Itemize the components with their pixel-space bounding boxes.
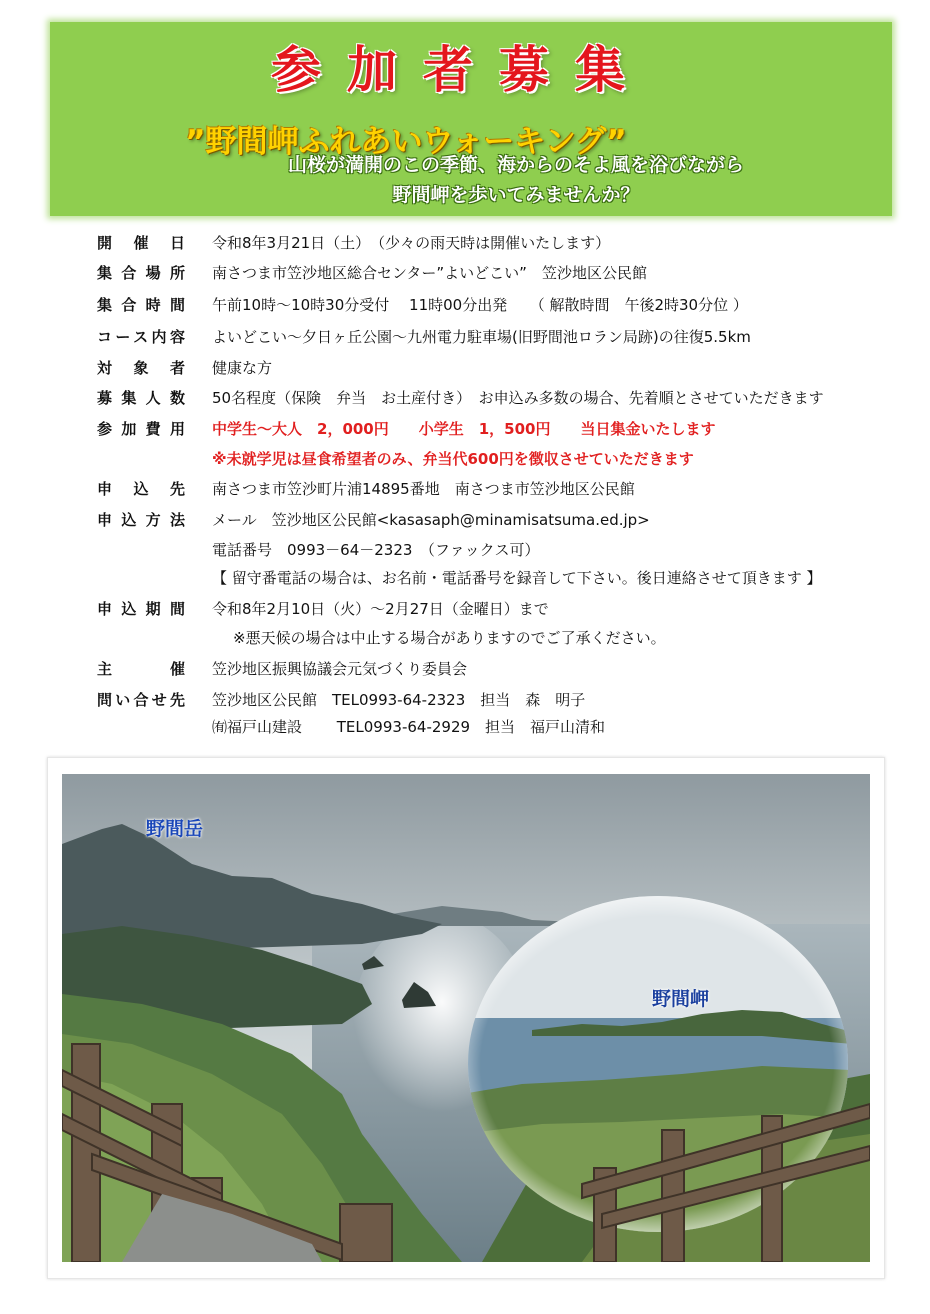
detail-row-voicemail-note (0, 567, 930, 595)
detail-row-application-period (0, 598, 930, 626)
noma-dake-label: 野間岳 (146, 818, 204, 840)
apply-phone: 電話番号 0993－64－2323 （ファックス可） (212, 541, 540, 559)
apply-to-label: 申込先 (97, 480, 185, 498)
noma-misaki-label: 野間岬 (652, 988, 710, 1010)
contact-label: 問い合せ先 (97, 691, 185, 709)
meeting-place-label: 集合場所 (97, 264, 185, 282)
coastline-photo (62, 774, 870, 1262)
target-value: 健康な方 (212, 359, 273, 377)
meeting-time-label: 集合時間 (97, 296, 185, 314)
target-label: 対象者 (97, 359, 185, 377)
apply-method-label: 申込方法 (97, 511, 185, 529)
date-label: 開催日 (97, 234, 185, 252)
lead-line-1: 山桜が満開のこの季節、海からのそよ風を浴びながら (287, 154, 744, 176)
meeting-place-value: 南さつま市笠沙地区総合センター”よいどこい” 笠沙地区公民館 (212, 264, 647, 282)
course-value: よいどこい～夕日ヶ丘公園～九州電力駐車場(旧野間池ロラン局跡)の往復5.5km (212, 328, 751, 346)
detail-row-target (0, 357, 930, 385)
detail-row-fee (0, 418, 930, 446)
capacity-label: 募集人数 (97, 389, 185, 407)
detail-row-meeting-time (0, 294, 930, 322)
application-period-label: 申込期間 (97, 600, 185, 618)
apply-email: メール 笠沙地区公民館<kasasaph@minamisatsuma.ed.jp> (212, 511, 650, 529)
detail-row-contact-2 (0, 716, 930, 744)
contact-value-2: ㈲福戸山建設 TEL0993-64-2929 担当 福戸山清和 (212, 718, 606, 736)
event-name: ”野間岬ふれあいウォーキング” (185, 124, 627, 160)
application-period-value: 令和8年2月10日（火）～2月27日（金曜日）まで (212, 600, 549, 618)
detail-row-fee-note (0, 448, 930, 476)
detail-row-apply-to (0, 478, 930, 506)
header-banner (50, 22, 892, 216)
voicemail-note: 【 留守番電話の場合は、お名前・電話番号を録音して下さい。後日連絡させて頂きます 】 (212, 569, 822, 587)
course-label: コース内容 (97, 328, 185, 346)
capacity-value: 50名程度（保険 弁当 お土産付き） お申込み多数の場合、先着順とさせていただきます (212, 389, 824, 407)
organizer-label: 主催 (97, 660, 185, 678)
contact-value-1: 笠沙地区公民館 TEL0993-64-2323 担当 森 明子 (212, 691, 586, 709)
detail-row-apply-method (0, 509, 930, 537)
meeting-time-value: 午前10時～10時30分受付 11時00分出発 （ 解散時間 午後2時30分位 ） (212, 296, 748, 314)
detail-row-weather-note (0, 627, 930, 655)
fee-note: ※未就学児は昼食希望者のみ、弁当代600円を徴収させていただきます (212, 450, 694, 468)
detail-row-organizer (0, 658, 930, 686)
fee-value: 中学生～大人 2，000円 小学生 1，500円 当日集金いたします (212, 420, 716, 438)
lead-line-2: 野間岬を歩いてみませんか？ (392, 184, 640, 206)
date-value: 令和8年3月21日（土） （少々の雨天時は開催いたします） (212, 234, 611, 252)
detail-row-date (0, 232, 930, 260)
detail-row-contact (0, 689, 930, 717)
coastline-illustration (62, 774, 870, 1262)
detail-row-capacity (0, 387, 930, 415)
weather-note: ※悪天候の場合は中止する場合がありますのでご了承ください。 (233, 629, 666, 647)
fee-label: 参加費用 (97, 420, 185, 438)
detail-row-apply-phone (0, 539, 930, 567)
photo-frame (47, 757, 885, 1279)
recruitment-title: 参加者募集 (271, 41, 651, 99)
detail-row-course (0, 326, 930, 354)
organizer-value: 笠沙地区振興協議会元気づくり委員会 (212, 660, 468, 678)
detail-row-meeting-place (0, 262, 930, 290)
apply-to-value: 南さつま市笠沙町片浦14895番地 南さつま市笠沙地区公民館 (212, 480, 635, 498)
